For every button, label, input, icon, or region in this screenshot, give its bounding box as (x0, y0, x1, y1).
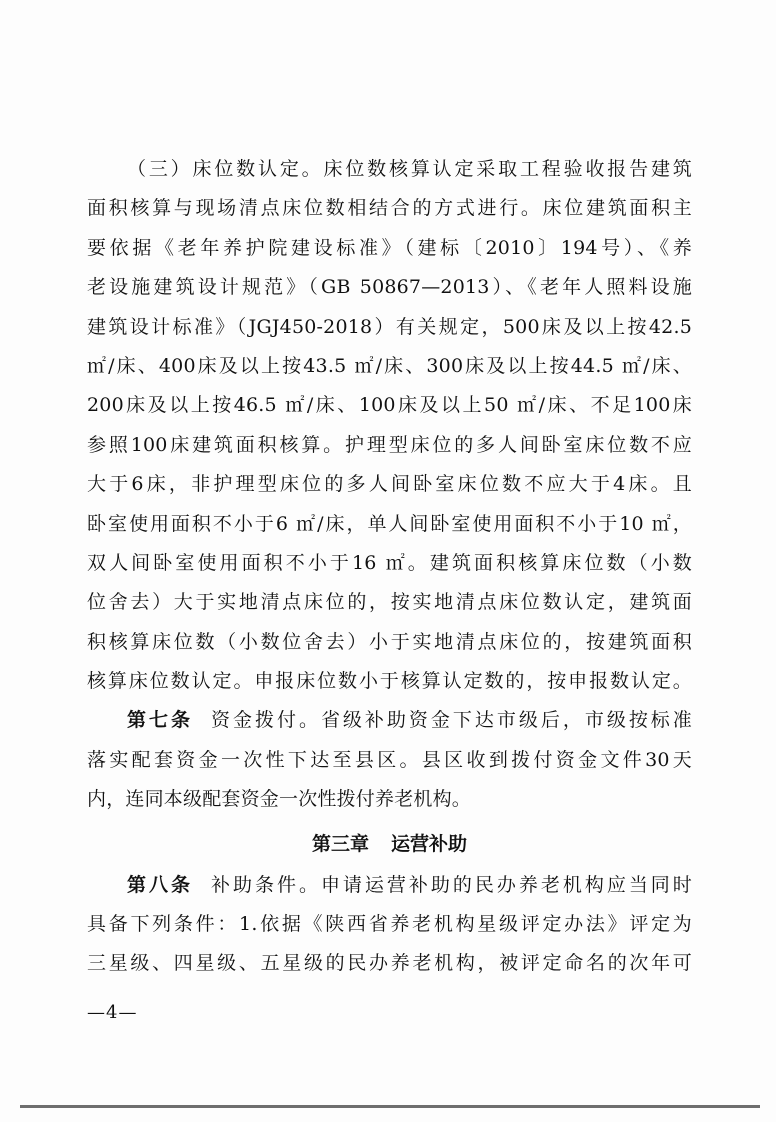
article-eight-first-line (87, 866, 692, 905)
paragraph-line: 卧室使用面积不小于6 ㎡/床，单人间卧室使用面积不小于10 ㎡， (87, 512, 692, 535)
paragraph-line: 建筑设计标准》（JGJ450-2018）有关规定，500床及以上按42.5 (87, 315, 692, 338)
chapter-title: 运营补助 (391, 832, 468, 855)
paragraph-line: ㎡/床、400床及以上按43.5 ㎡/床、300床及以上按44.5 ㎡/床、 (87, 354, 692, 377)
article-eight-label: 第八条 (127, 873, 193, 896)
chapter-heading (87, 822, 692, 866)
paragraph-line: 位舍去）大于实地清点床位的，按实地清点床位数认定，建筑面 (87, 591, 692, 614)
chapter-number: 第三章 (311, 832, 369, 855)
paragraph-line: 积核算床位数（小数位舍去）小于实地清点床位的，按建筑面积 (87, 630, 692, 653)
paragraph-line: 三星级、四星级、五星级的民办养老机构，被评定命名的次年可 (87, 952, 692, 975)
paragraph-line: 落实配套资金一次性下达至县区。县区收到拨付资金文件30天 (87, 748, 692, 771)
paragraph-line: 要依据《老年养护院建设标准》（建标〔2010〕194号）、《养 (87, 236, 692, 259)
paragraph-line: 大于6床，非护理型床位的多人间卧室床位数不应大于4床。且 (87, 473, 692, 496)
scan-edge-line (20, 1105, 760, 1108)
article-eight-text: 补助条件。申请运营补助的民办养老机构应当同时 (210, 873, 692, 896)
paragraph-line: 面积核算与现场清点床位数相结合的方式进行。床位建筑面积主 (87, 197, 692, 220)
paragraph-line: 核算床位数认定。申报床位数小于核算认定数的，按申报数认定。 (87, 670, 692, 693)
paragraph-line: 具备下列条件：1.依据《陕西省养老机构星级评定办法》评定为 (87, 913, 692, 936)
page-number: —4— (87, 1002, 138, 1023)
paragraph-line: 老设施建筑设计规范》（GB 50867—2013）、《老年人照料设施 (87, 276, 692, 299)
article-seven-label: 第七条 (127, 709, 193, 732)
article-seven-text: 资金拨付。省级补助资金下达市级后，市级按标准 (210, 709, 692, 732)
paragraph-line: （三）床位数认定。床位数核算认定采取工程验收报告建筑 (127, 158, 692, 180)
paragraph-line: 200床及以上按46.5 ㎡/床、100床及以上50 ㎡/床、不足100床 (87, 394, 692, 417)
paragraph-line: 内，连同本级配套资金一次性拨付养老机构。 (87, 788, 472, 811)
paragraph-line: 双人间卧室使用面积不小于16 ㎡。建筑面积核算床位数（小数 (87, 551, 692, 574)
paragraph-line: 参照100床建筑面积核算。护理型床位的多人间卧室床位数不应 (87, 433, 692, 456)
body-text (87, 150, 692, 984)
article-seven-first-line (87, 701, 692, 740)
